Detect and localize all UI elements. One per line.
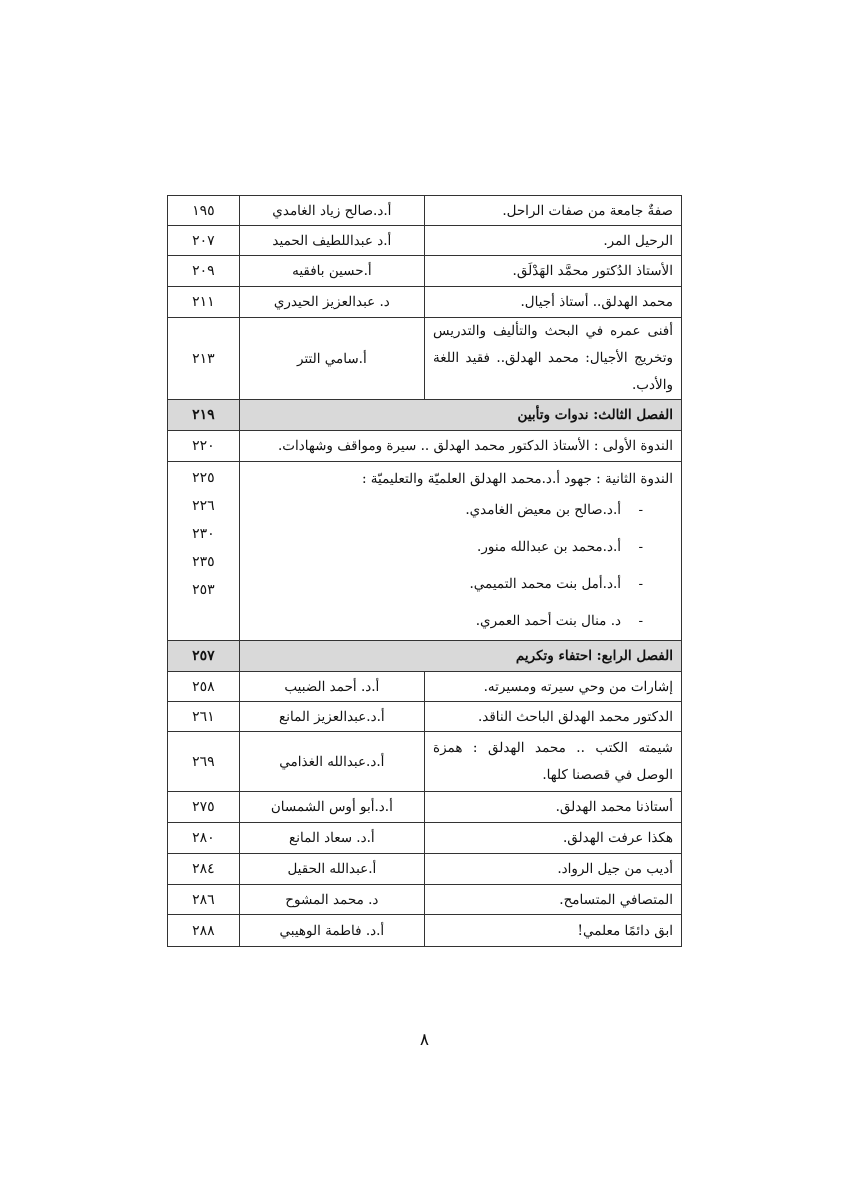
list-item-text: أ.د.صالح بن معيض الغامدي. bbox=[465, 502, 621, 518]
entry-title: ابق دائمًا معلمي! bbox=[425, 915, 682, 947]
table-row bbox=[168, 915, 682, 947]
table-row bbox=[168, 196, 682, 226]
chapter-row bbox=[168, 641, 682, 672]
bullet-dash: - bbox=[638, 576, 643, 592]
table-row bbox=[168, 462, 682, 641]
table-row bbox=[168, 823, 682, 854]
bullet-dash: - bbox=[638, 539, 643, 555]
entry-page: ٢٨٤ bbox=[168, 854, 240, 885]
entry-author: أ.حسين بافقيه bbox=[239, 256, 424, 287]
entry-page: ٢٨٠ bbox=[168, 823, 240, 854]
entry-title: شيمته الكتب .. محمد الهدلق : همزة الوصل في قصصنا كلها. bbox=[425, 732, 682, 792]
chapter-page: ٢٥٧ bbox=[168, 641, 240, 672]
entry-page: ٢٢٦ bbox=[192, 498, 215, 514]
table-row bbox=[168, 318, 682, 400]
entry-author: أ.د. أحمد الضبيب bbox=[239, 672, 424, 702]
entry-title: صفةٌ جامعة من صفات الراحل. bbox=[425, 196, 682, 226]
chapter-title: الفصل الثالث: ندوات وتأبين bbox=[239, 400, 681, 431]
entry-author: أ.د. سعاد المانع bbox=[239, 823, 424, 854]
entry-author: د. محمد المشوح bbox=[239, 885, 424, 915]
list-item-text: أ.د.محمد بن عبدالله منور. bbox=[477, 539, 621, 555]
chapter-row bbox=[168, 400, 682, 431]
entry-title: أديب من جيل الرواد. bbox=[425, 854, 682, 885]
entry-author: د. عبدالعزيز الحيدري bbox=[239, 287, 424, 318]
entry-page: ٢٦١ bbox=[168, 702, 240, 732]
entry-title: هكذا عرفت الهدلق. bbox=[425, 823, 682, 854]
entry-title: محمد الهدلق.. أستاذ أجيال. bbox=[425, 287, 682, 318]
entry-author: أ.د.صالح زياد الغامدي bbox=[239, 196, 424, 226]
entry-page: ٢٢٥ bbox=[192, 470, 215, 486]
entry-page: ٢١٣ bbox=[168, 318, 240, 400]
table-row bbox=[168, 256, 682, 287]
entry-title: المتصافي المتسامح. bbox=[425, 885, 682, 915]
entry-title: الدكتور محمد الهدلق الباحث الناقد. bbox=[425, 702, 682, 732]
list-item bbox=[248, 603, 673, 640]
entry-page: ٢٨٦ bbox=[168, 885, 240, 915]
list-item-text: د. منال بنت أحمد العمري. bbox=[475, 613, 621, 629]
table-row bbox=[168, 431, 682, 462]
list-item-text: أ.د.أمل بنت محمد التميمي. bbox=[469, 576, 621, 592]
entry-title: أفنى عمره في البحث والتأليف والتدريس وتخريج الأجيال: محمد الهدلق.. فقيد اللغة والأدب. bbox=[425, 318, 682, 400]
entry-author: أ.د.عبدالعزيز المانع bbox=[239, 702, 424, 732]
table-row bbox=[168, 702, 682, 732]
entry-page: ٢٥٣ bbox=[192, 582, 215, 598]
seminar-block bbox=[239, 462, 681, 641]
list-item bbox=[248, 492, 673, 529]
table-of-contents bbox=[167, 195, 682, 947]
entry-page: ٢٨٨ bbox=[168, 915, 240, 947]
table-row bbox=[168, 672, 682, 702]
entry-title: الرحيل المر. bbox=[425, 226, 682, 256]
bullet-dash: - bbox=[638, 613, 643, 629]
entry-page: ٢٦٩ bbox=[168, 732, 240, 792]
seminar-title: الندوة الأولى : الأستاذ الدكتور محمد الهدلق .. سيرة ومواقف وشهادات. bbox=[239, 431, 681, 462]
table-row bbox=[168, 226, 682, 256]
entry-page: ٢٠٧ bbox=[168, 226, 240, 256]
entry-author: أ.د.عبدالله الغذامي bbox=[239, 732, 424, 792]
entry-page: ١٩٥ bbox=[168, 196, 240, 226]
page-number: ٨ bbox=[419, 1030, 430, 1050]
seminar-title: الندوة الثانية : جهود أ.د.محمد الهدلق العلميّة والتعليميّة : bbox=[361, 471, 673, 487]
table-row bbox=[168, 854, 682, 885]
page-stack bbox=[168, 462, 240, 641]
entry-page: ٢١١ bbox=[168, 287, 240, 318]
bullet-dash: - bbox=[638, 502, 643, 518]
entry-page: ٢٣٥ bbox=[192, 554, 215, 570]
entry-page: ٢٣٠ bbox=[192, 526, 215, 542]
list-item bbox=[248, 529, 673, 566]
entry-title: إشارات من وحي سيرته ومسيرته. bbox=[425, 672, 682, 702]
entry-author: أ.عبدالله الحقيل bbox=[239, 854, 424, 885]
entry-page: ٢٢٠ bbox=[168, 431, 240, 462]
table-row bbox=[168, 287, 682, 318]
table-row bbox=[168, 732, 682, 792]
entry-author: أ.سامي التتر bbox=[239, 318, 424, 400]
table-row bbox=[168, 885, 682, 915]
chapter-title: الفصل الرابع: احتفاء وتكريم bbox=[239, 641, 681, 672]
entry-author: أ.د.أبو أوس الشمسان bbox=[239, 792, 424, 823]
list-item bbox=[248, 566, 673, 603]
entry-title: أستاذنا محمد الهدلق. bbox=[425, 792, 682, 823]
entry-author: أ.د. فاطمة الوهيبي bbox=[239, 915, 424, 947]
entry-page: ٢٠٩ bbox=[168, 256, 240, 287]
table-row bbox=[168, 792, 682, 823]
chapter-page: ٢١٩ bbox=[168, 400, 240, 431]
entry-author: أ.د عبداللطيف الحميد bbox=[239, 226, 424, 256]
entry-title: الأستاذ الدُكتور محمَّد الهَدْلَق. bbox=[425, 256, 682, 287]
entry-page: ٢٧٥ bbox=[168, 792, 240, 823]
entry-page: ٢٥٨ bbox=[168, 672, 240, 702]
